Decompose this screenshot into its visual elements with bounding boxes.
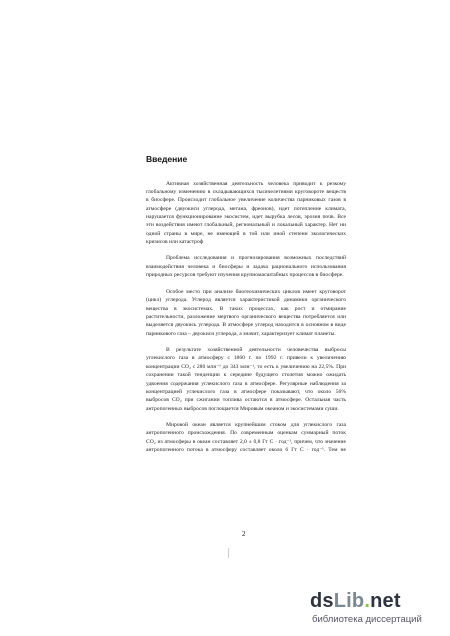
section-heading: Введение (146, 154, 188, 164)
text-line: Активная хозяйственная деятельность человека приводит к резкому (166, 181, 346, 187)
logo-ds: ds (310, 590, 334, 612)
text-line: Проблема исследования и прогнозирования возможных последствий (166, 255, 346, 261)
text-line: Особое место при анализе биогеохимических циклов имеет круговорот (166, 289, 346, 295)
text-line: нарушается функционирование экосистем, идет вырубка лесов, эрозия почв. Все (146, 214, 346, 220)
text-line: концентрации CO₂ с 280 млн⁻¹ до 343 млн⁻¹, то есть к увеличению на 22,5%. При (146, 364, 346, 370)
text-line: глобальному изменению в складывающихся тысячелетиями круговороте веществ (146, 189, 346, 195)
text-line: выбросов CO₂ при сжигании топлива остаются в атмосфере. Остальная часть (146, 397, 346, 403)
text-line: удвоения содержания углекислого газа в атмосфере. Регулярные наблюдения за (146, 381, 346, 387)
page-number: 2 (242, 530, 246, 538)
text-line: Мировой океан является крупнейшим стоком для углекислого газа (166, 422, 346, 428)
text-line: взаимодействия человека и биосферы и задача рационального использования (146, 264, 346, 270)
text-line: выделяется двуокись углерода. В атмосфере углерод находится в основном в виде (146, 322, 346, 328)
text-line: В результате хозяйственной деятельности человечества выбросы (166, 347, 346, 353)
logo-net: net (370, 590, 401, 612)
text-line: кризисов или катастроф (146, 239, 204, 245)
text-line: одной страны в мире, не имеющей в той или иной степени экологических (146, 231, 346, 237)
text-line: (цикл) углерода. Углерод является характеристикой динамики органического (146, 297, 346, 303)
logo-lib: Lib (333, 590, 365, 612)
text-line: в биосфере. Происходит глобальное увеличение количества парниковых газов в (146, 197, 346, 203)
logo-tagline: библиотека диссертаций (312, 614, 422, 625)
logo-wordmark (310, 590, 401, 613)
text-line: парникового газа – двуокиси углерода, а значит, характеризует климат планеты. (146, 331, 336, 337)
logo-dot: . (364, 590, 371, 612)
text-line: углекислого газа в атмосферу с 1860 г. по 1992 г. привели к увеличению (146, 355, 346, 361)
scan-mark (228, 548, 229, 558)
text-line: сохранении такой тенденции к середине будущего столетия можно ожидать (146, 372, 346, 378)
text-line: CO₂ из атмосферы в океан составляет 2,0 ± 0,8 Гт С · год⁻¹, причем, что значение (146, 439, 346, 445)
text-line: вещества в экосистемах. В таких процессах, как рост и отмирание (146, 306, 346, 312)
text-line: антропогенного потока в атмосферу составляет около 6 Гт С · год⁻¹. Тем не (146, 447, 346, 453)
text-line: концентрацией углекислого газа в атмосфере показывают, что около 56% (146, 389, 346, 395)
text-line: атмосфере (двуокиси углерода, метана, фреонов), идет потепление климата, (146, 206, 346, 212)
text-line: растительности, разложение мертвого органического вещества потребляется или (146, 314, 346, 320)
text-line: антропогенных выбросов поглощается Мировым океаном и экосистемами суши. (146, 406, 339, 412)
text-line: природных ресурсов требуют изучения крупномасштабных процессов в биосфере. (146, 272, 344, 278)
text-line: эти воздействия имеют глобальный, региональный и локальный характер. Нет ни (146, 222, 346, 228)
dslib-logo[interactable] (310, 590, 440, 630)
text-line: антропогенного происхождения. По современным оценкам суммарный поток (146, 430, 346, 436)
